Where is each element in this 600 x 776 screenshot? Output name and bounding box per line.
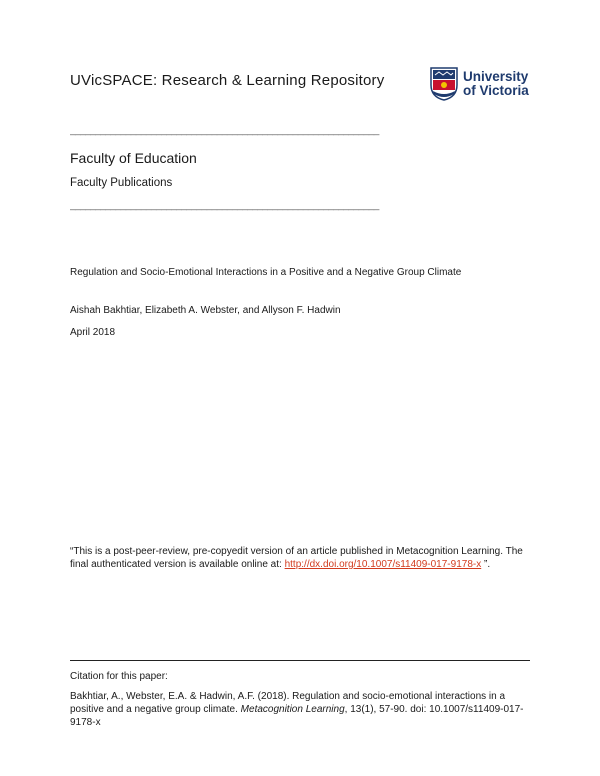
article-title: Regulation and Socio-Emotional Interactions in a Positive and a Negative Group Climate [70, 267, 462, 278]
logo-line-1: University [463, 69, 529, 84]
version-notice [70, 545, 540, 571]
notice-text: “This is a post-peer-review, pre-copyedit version of an article published in Metacognition Learning. The final authenticated version is available online at: [70, 546, 523, 570]
collection-name: Faculty Publications [70, 177, 173, 189]
notice-suffix: ”. [481, 559, 491, 570]
citation-text [70, 690, 540, 729]
divider-rule: _____________________________________________________________ [70, 125, 379, 136]
faculty-name: Faculty of Education [70, 150, 197, 166]
citation-part-2: , 13(1), 57-90. doi: 10.1007/s11409-017-9178-x [70, 704, 524, 728]
citation-heading: Citation for this paper: [70, 671, 168, 682]
article-authors: Aishah Bakhtiar, Elizabeth A. Webster, and Allyson F. Hadwin [70, 305, 341, 316]
citation-part-1: Bakhtiar, A., Webster, E.A. & Hadwin, A.F. (2018). Regulation and socio-emotional interactions in a positive and a negative group climate. [70, 691, 506, 715]
divider-rule: _____________________________________________________________ [70, 200, 379, 211]
logo-line-2: of Victoria [463, 83, 529, 98]
article-date: April 2018 [70, 327, 116, 338]
doi-link[interactable]: http://dx.doi.org/10.1007/s11409-017-9178-x [284, 559, 482, 570]
repository-title: UVicSPACE: Research & Learning Repository [70, 72, 385, 89]
uvic-logo [430, 64, 530, 104]
citation-journal: Metacognition Learning [240, 704, 345, 715]
uvic-crest-icon [430, 67, 458, 101]
citation-divider [70, 660, 530, 661]
